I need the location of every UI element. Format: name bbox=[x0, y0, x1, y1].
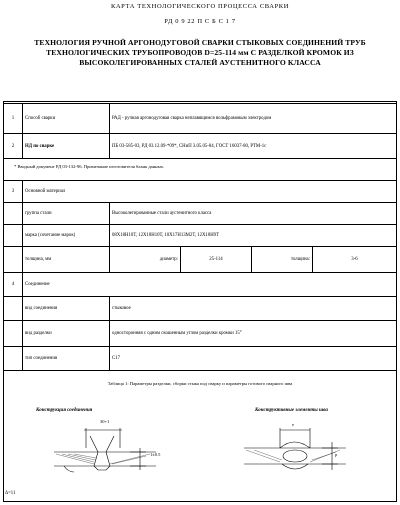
row-label: вид разделки bbox=[23, 321, 110, 347]
table-row bbox=[4, 134, 397, 159]
footnote: * Вводный документ РД 03-132-96. Примечание изготовителя бланк данных. bbox=[14, 164, 165, 169]
joint-design-heading: Конструкция соединения bbox=[36, 408, 93, 413]
dimension-top: 30+1 bbox=[100, 419, 110, 424]
row-number: 1 bbox=[4, 104, 23, 134]
row-label: Основной материал bbox=[23, 181, 397, 203]
row-label: НД по сварке bbox=[23, 134, 110, 159]
title-line: ТЕХНОЛОГИЯ РУЧНОЙ АРГОНОДУГОВОЙ СВАРКИ СТЫКОВЫХ СОЕДИНЕНИЙ ТРУБ bbox=[34, 38, 366, 47]
row-number: 3 bbox=[4, 181, 23, 203]
thickness-label: толщина: bbox=[252, 247, 313, 273]
diameter-value: 25-114 bbox=[181, 247, 252, 273]
row-label: вид соединения bbox=[23, 297, 110, 321]
table-row bbox=[4, 104, 397, 134]
title-line: ВЫСОКОЛЕГИРОВАННЫХ СТАЛЕЙ АУСТЕНИТНОГО КЛАССА bbox=[79, 58, 321, 67]
document-title bbox=[4, 38, 396, 68]
table-row bbox=[4, 247, 397, 273]
row-value: РАД - ручная аргонодуговая сварка неплавящимся вольфрамовым электродом bbox=[110, 104, 397, 134]
process-table bbox=[3, 103, 397, 371]
dimension-e: e bbox=[292, 422, 294, 427]
row-label: тип соединения bbox=[23, 347, 110, 371]
doc-code: РД 0 9 22 П С Б С 1 7 bbox=[164, 18, 236, 25]
row-value: односторонняя с одним скошенным углом разделки кромки 15° bbox=[110, 321, 397, 347]
title-line: ТЕХНОЛОГИЧЕСКИХ ТРУБОПРОВОДОВ D=25-114 мм С РАЗДЕЛКОЙ КРОМОК ИЗ bbox=[46, 48, 354, 57]
table-row bbox=[4, 297, 397, 321]
page-marker: Δ=11 bbox=[5, 491, 16, 496]
table-row bbox=[4, 225, 397, 247]
row-value: стыковое bbox=[110, 297, 397, 321]
weld-elements-drawing bbox=[240, 418, 350, 482]
card-title: КАРТА ТЕХНОЛОГИЧЕСКОГО ПРОЦЕССА СВАРКИ bbox=[110, 3, 290, 10]
thickness-value: 3-6 bbox=[313, 247, 397, 273]
row-value: ПБ 03-585-03, РД 03.12.09-*09*, СНиП 3.05.05-84, ГОСТ 16037-80, РТМ-1с bbox=[110, 134, 397, 159]
row-label: марка (сочетание марок) bbox=[23, 225, 110, 247]
row-label: группа стали bbox=[23, 203, 110, 225]
row-number: 2 bbox=[4, 134, 23, 159]
joint-design-drawing bbox=[50, 418, 160, 482]
diameter-label: диаметр: bbox=[110, 247, 181, 273]
table-row bbox=[4, 181, 397, 203]
table-row bbox=[4, 273, 397, 297]
figure-caption: Таблица 1: Параметры разделки, сборки стыка под сварку и параметры готового сварного шва bbox=[107, 381, 293, 386]
row-value: 08Х18Н10Т, 12Х18Н10Т, 10Х17Н13М2Т, 12Х18Н9Т bbox=[110, 225, 397, 247]
table-row bbox=[4, 321, 397, 347]
table-row-note bbox=[4, 159, 397, 181]
row-label: Способ сварки bbox=[23, 104, 110, 134]
weld-elements-heading: Конструктивные элементы шва bbox=[255, 408, 328, 413]
row-label: Соединение bbox=[23, 273, 397, 297]
dimension-p: p bbox=[335, 452, 338, 457]
table-row bbox=[4, 203, 397, 225]
row-value: Высоколегированные стали аустенитного класса bbox=[110, 203, 397, 225]
row-value: С17 bbox=[110, 347, 397, 371]
table-row bbox=[4, 347, 397, 371]
row-label: толщина, мм bbox=[23, 247, 110, 273]
row-number: 4 bbox=[4, 273, 23, 297]
dimension-right: 1±0.5 bbox=[150, 452, 161, 457]
